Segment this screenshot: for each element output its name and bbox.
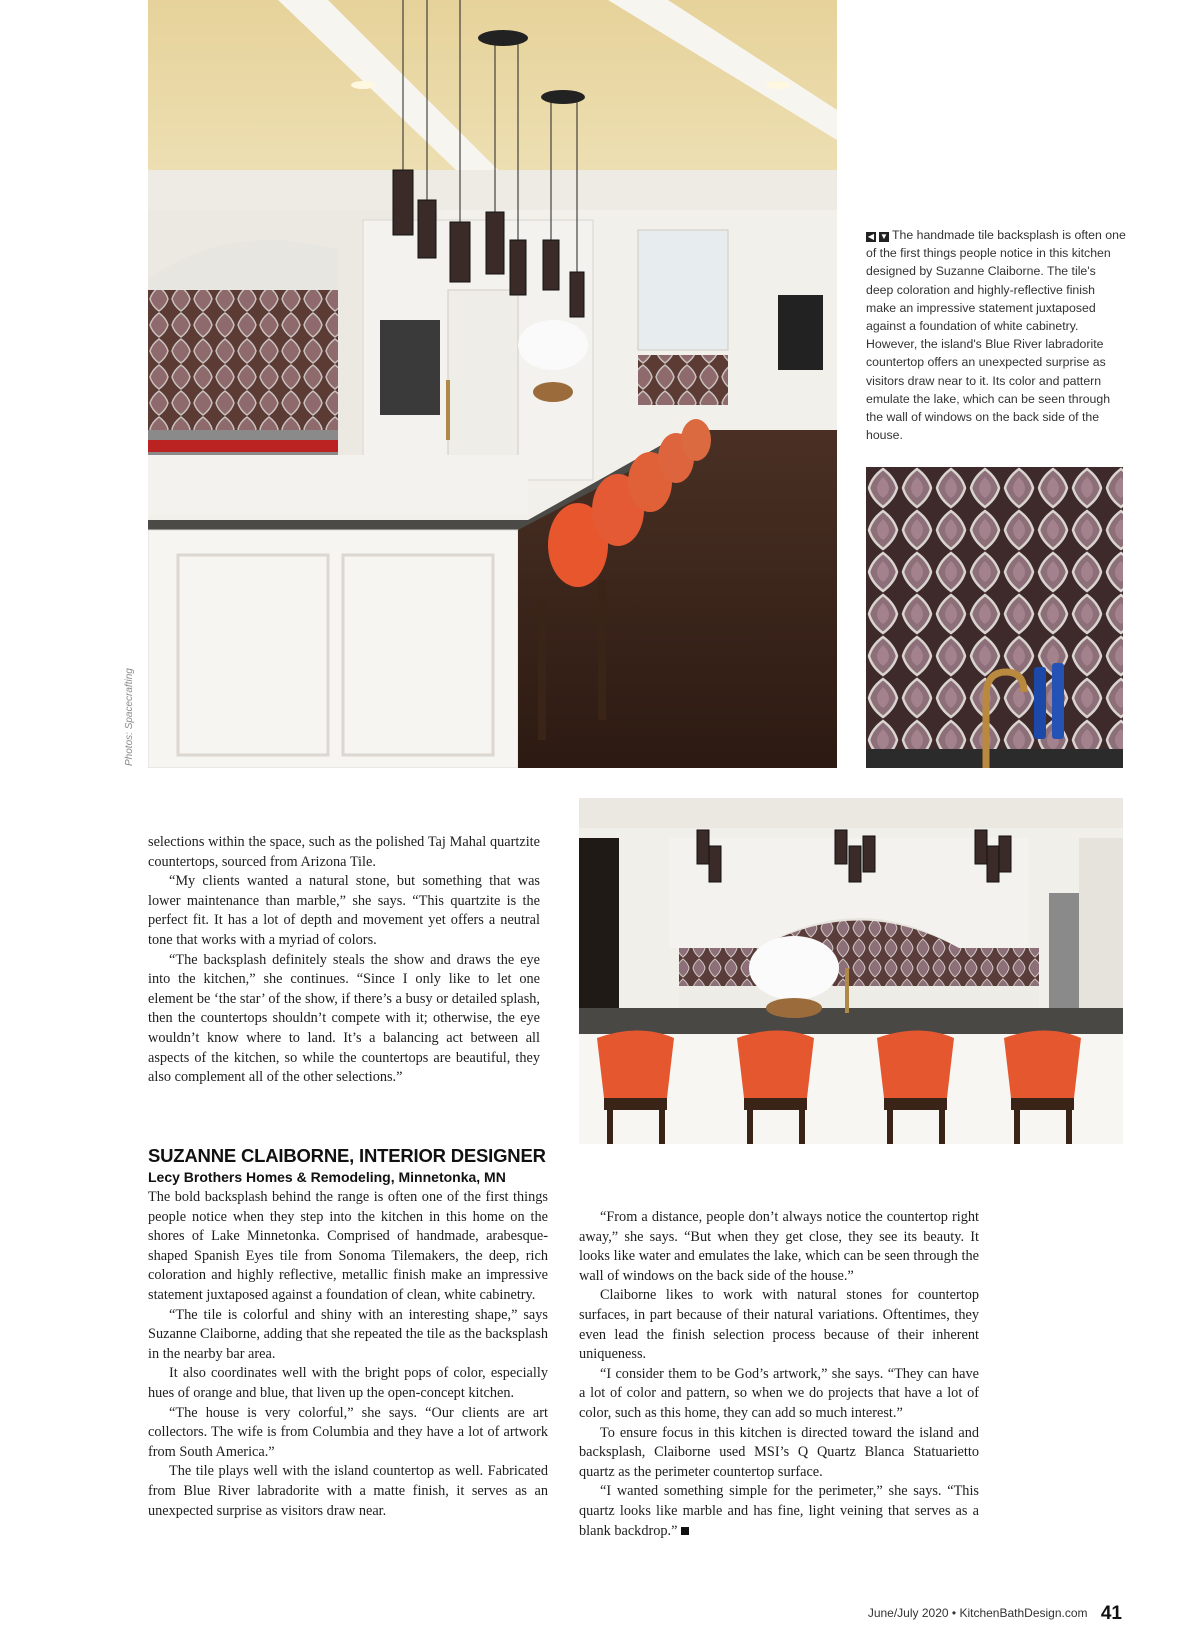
- page-footer: [868, 1603, 1122, 1625]
- caption-text: The handmade tile backsplash is often one of the first things people notice in this kitchen designed by Suzanne Claiborne. The tile's deep coloration and highly-reflective finish make an impressive statement juxtaposed against a foundation of white cabinetry. However, the island's Blue River labradorite countertop offers an unexpected surprise as visitors draw near to it. Its color and pattern emulate the lake, which can be seen through the wall of windows on the back side of the house.: [866, 228, 1126, 443]
- paragraph: Claiborne likes to work with natural stones for countertop surfaces, in part because of their natural variations. Oftentimes, they even lead the finish selection process because of their inherent uniqueness.: [579, 1287, 979, 1363]
- section-subheading: Lecy Brothers Homes & Remodeling, Minnetonka, MN: [148, 1169, 506, 1185]
- issue-date: June/July 2020: [867, 1606, 949, 1620]
- paragraph: “From a distance, people don’t always notice the countertop right away,” she says. “But when they get close, they see its beauty. It looks like water and emulates the lake, which can be seen through the wall of windows on the back side of the house.”: [579, 1209, 979, 1284]
- paragraph-last: [579, 1482, 979, 1541]
- article-column-right: [579, 1208, 979, 1541]
- article-column-bottom-left: [148, 1188, 548, 1521]
- main-kitchen-photo: [148, 0, 837, 768]
- island-photo: [579, 798, 1123, 1144]
- paragraph: The tile plays well with the island countertop as well. Fabricated from Blue River labradorite with a matte finish, it serves as an unexpected surprise as visitors draw near.: [148, 1463, 548, 1519]
- paragraph: The bold backsplash behind the range is often one of the first things people notice when they step into the kitchen in this home on the shores of Lake Minnetonka. Comprised of handmade, arabesque-shaped Spanish Eyes tile from Sonoma Tilemakers, the deep, rich coloration and highly reflective, metallic finish make an impressive statement juxtaposed against a foundation of clean, white cabinetry.: [148, 1189, 548, 1303]
- paragraph-text: “I wanted something simple for the perimeter,” she says. “This quartz looks like marble and has fine, light veining that serves as a blank backdrop.”: [579, 1483, 979, 1539]
- paragraph: It also coordinates well with the bright pops of color, especially hues of orange and blue, that liven up the open-concept kitchen.: [148, 1365, 548, 1401]
- website: KitchenBathDesign.com: [959, 1606, 1088, 1620]
- paragraph: To ensure focus in this kitchen is directed toward the island and backsplash, Claiborne used MSI’s Q Quartz Blanca Statuarietto quartz as the perimeter countertop surface.: [579, 1424, 979, 1480]
- paragraph: “I consider them to be God’s artwork,” she says. “They can have a lot of color and pattern, so when we do projects that have a lot of color, such as this home, they can add so much interest.”: [579, 1365, 979, 1421]
- arrow-down-icon: ▼: [880, 232, 888, 241]
- paragraph: “The backsplash definitely steals the show and draws the eye into the kitchen,” she continues. “Since I only like to let one element be ‘the star’ of the show, if there’s a busy or detailed splash, then the countertops shouldn’t compete with it; otherwise, the eye wouldn’t know where to land. It’s a balancing act between all aspects of the kitchen, so while the countertops are beautiful, they also complement all of the other selections.”: [148, 951, 540, 1086]
- paragraph: “The tile is colorful and shiny with an interesting shape,” says Suzanne Claiborne, adding that she repeated the tile as the backsplash in the nearby bar area.: [148, 1306, 548, 1362]
- end-mark-icon: [681, 1527, 689, 1535]
- paragraph: “My clients wanted a natural stone, but something that was lower maintenance than marble,” she says. “This quartzite is the perfect fit. It has a lot of depth and movement yet offers a neutral tone that works with a myriad of colors.: [148, 873, 540, 948]
- paragraph: selections within the space, such as the polished Taj Mahal quartzite countertops, sourced from Arizona Tile.: [148, 834, 540, 870]
- page-number: 41: [1100, 1603, 1122, 1624]
- arrow-left-icon: ◀: [867, 232, 875, 241]
- separator: •: [951, 1606, 957, 1620]
- paragraph: “The house is very colorful,” she says. “Our clients are art collectors. The wife is from Columbia and they have a lot of artwork from South America.”: [148, 1404, 548, 1460]
- tile-closeup-photo: [866, 467, 1123, 768]
- photo-caption: [866, 226, 1126, 444]
- section-heading: SUZANNE CLAIBORNE, INTERIOR DESIGNER: [148, 1145, 546, 1166]
- article-column-top-left: [148, 833, 540, 1088]
- photo-credit: Photos: Spacecrafting: [124, 668, 135, 766]
